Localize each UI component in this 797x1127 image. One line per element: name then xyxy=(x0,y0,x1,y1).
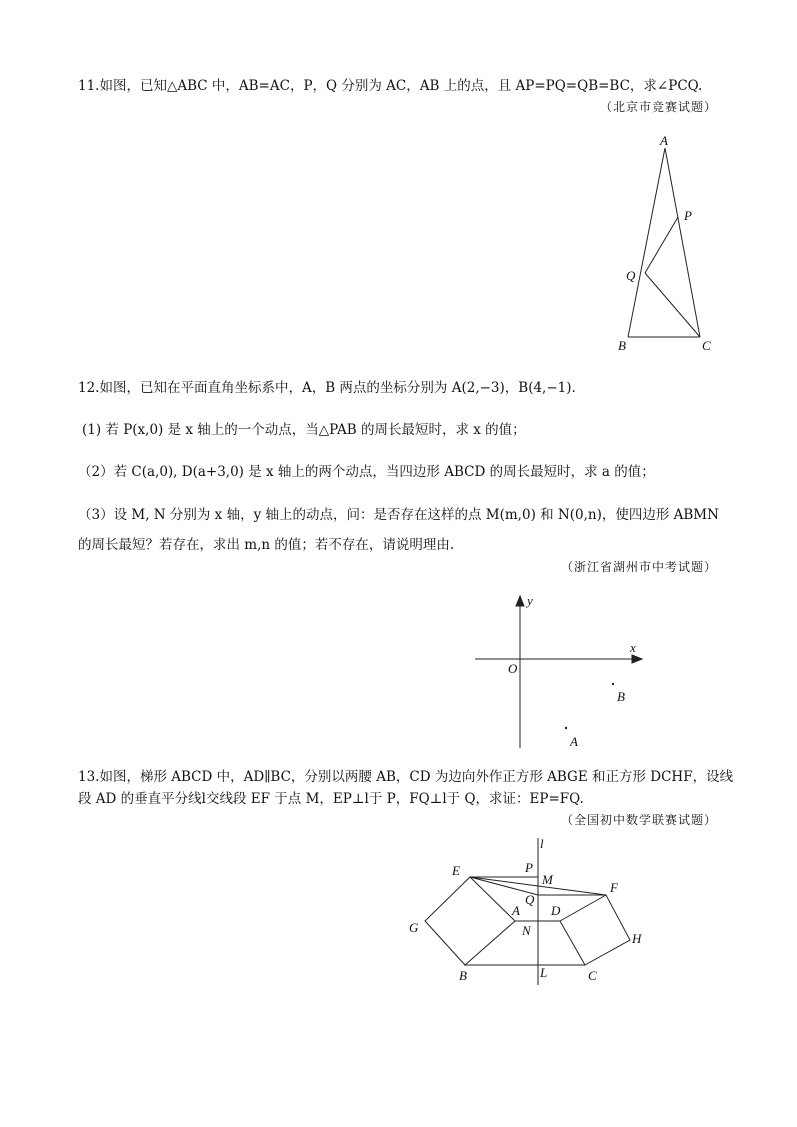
q11-label-c: C xyxy=(702,338,711,353)
q13-label-f: F xyxy=(610,880,618,895)
q11-label-p: P xyxy=(684,208,692,223)
q13-line1: 13.如图，梯形 ABCD 中，AD∥BC，分别以两腰 AB，CD 为边向外作正方形 ABGE 和正方形 DCHF，设线 xyxy=(78,769,734,785)
q11-segment-qc xyxy=(645,273,700,337)
q11-triangle-figure xyxy=(600,130,730,355)
q12-label-y: y xyxy=(527,593,533,608)
q11-label-a: A xyxy=(660,133,668,148)
q13-square-abge xyxy=(425,877,515,965)
q13-label-h: H xyxy=(632,931,642,946)
q11-side-ab xyxy=(628,148,665,337)
q12-x-arrow xyxy=(632,655,642,663)
q11-label-q: Q xyxy=(626,268,636,283)
q13-label-m: M xyxy=(542,872,553,887)
q13-label-l2: L xyxy=(540,965,548,980)
q13-label-b: B xyxy=(459,968,467,983)
q12-label-x: x xyxy=(630,640,636,655)
q13-label-g: G xyxy=(409,920,419,935)
q12-y-arrow xyxy=(516,596,524,606)
q13-label-l: l xyxy=(540,836,544,851)
q12-source: （浙江省湖州市中考试题） xyxy=(560,560,717,574)
q13-square-dchf xyxy=(560,895,630,965)
q11-text: 11.如图，已知△ABC 中，AB=AC，P，Q 分别为 AC，AB 上的点，且 AP=PQ=QB=BC，求∠PCQ. xyxy=(78,78,703,94)
q12-coordinate-figure xyxy=(470,588,660,758)
q12-part3-line1: （3）设 M, N 分别为 x 轴，y 轴上的动点，问：是否存在这样的点 M(m,0) 和 N(0,n)，使四边形 ABMN xyxy=(78,507,719,523)
q12-label-b: B xyxy=(617,689,625,704)
q13-label-a: A xyxy=(512,903,520,918)
q12-point-b xyxy=(612,683,614,685)
q11-label-b: B xyxy=(618,338,626,353)
q12-label-o: O xyxy=(508,661,518,676)
q13-label-e: E xyxy=(452,863,460,878)
q11-source: （北京市竞赛试题） xyxy=(599,100,717,114)
q12-part3-line2: 的周长最短？若存在，求出 m,n 的值；若不存在，请说明理由. xyxy=(78,537,455,553)
q13-label-c: C xyxy=(588,968,597,983)
q13-label-d: D xyxy=(551,903,561,918)
q13-label-n: N xyxy=(522,923,531,938)
q12-part1: (1) 若 P(x,0) 是 x 轴上的一个动点，当△PAB 的周长最短时，求 x 的值； xyxy=(82,422,526,438)
q13-line2: 段 AD 的垂直平分线l交线段 EF 于点 M，EP⊥l于 P，FQ⊥l于 Q，求证：EP=FQ. xyxy=(78,791,584,807)
q13-label-q: Q xyxy=(525,892,535,907)
q13-label-p: P xyxy=(525,860,533,875)
q12-part2: （2）若 C(a,0), D(a+3,0) 是 x 轴上的两个动点，当四边形 ABCD 的周长最短时，求 a 的值； xyxy=(78,464,655,480)
q13-trapezoid-figure xyxy=(400,830,660,990)
q12-label-a: A xyxy=(570,734,578,749)
q12-point-a xyxy=(565,727,567,729)
q12-intro: 12.如图，已知在平面直角坐标系中，A，B 两点的坐标分别为 A(2,−3)，B(4,−1). xyxy=(78,380,576,396)
q13-source: （全国初中数学联赛试题） xyxy=(560,813,717,827)
q11-side-ac xyxy=(665,148,700,337)
